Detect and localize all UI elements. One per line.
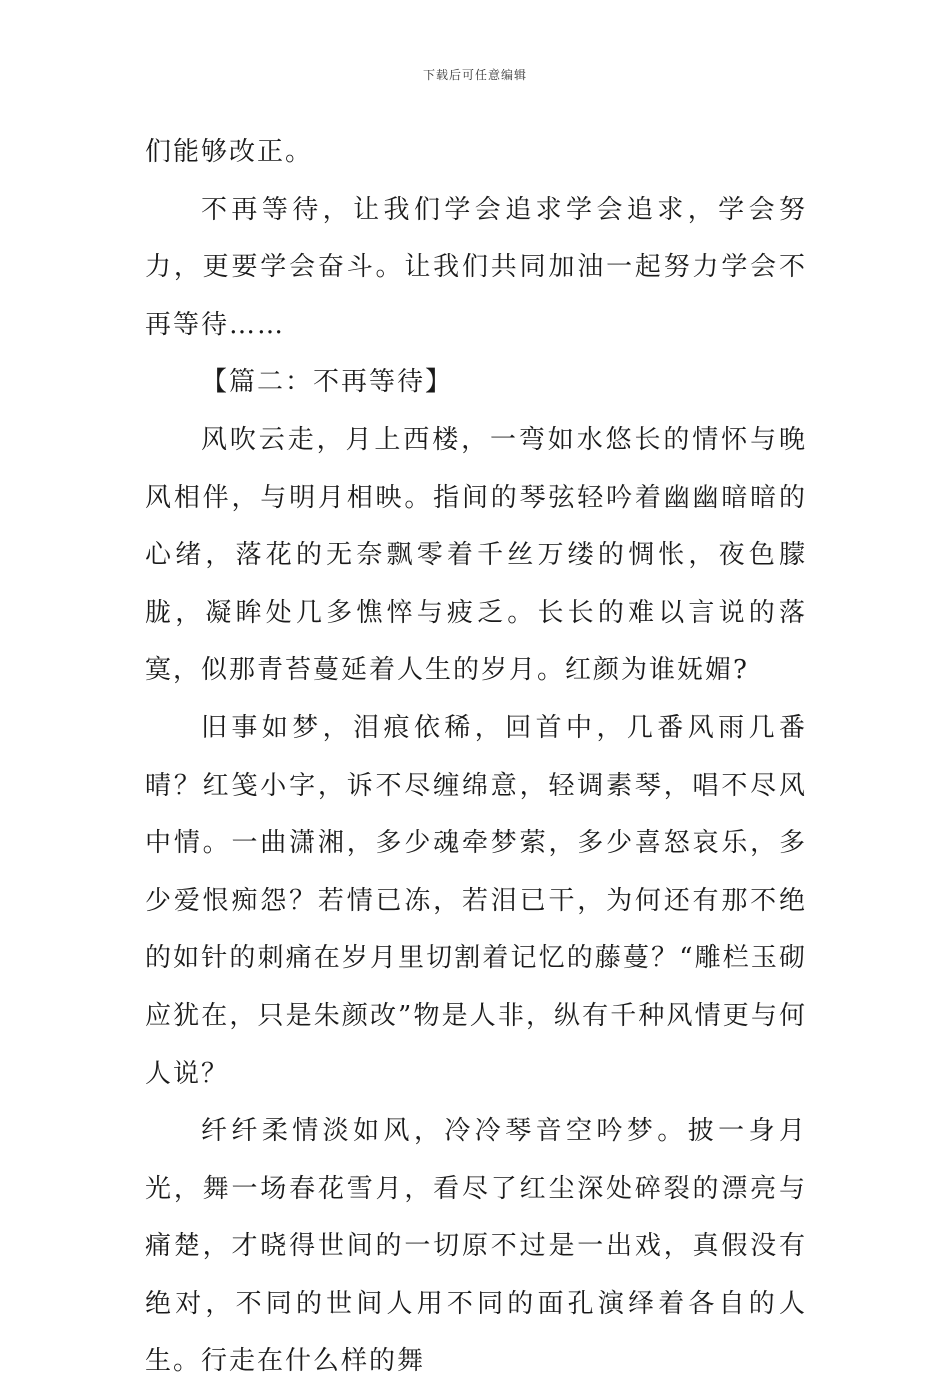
section-heading: 【篇二：不再等待】 bbox=[201, 367, 454, 398]
paragraph: 纤纤柔情淡如风，冷冷琴音空吟梦。披一身月光，舞一场春花雪月，看尽了红尘深处碎裂的漂亮与痛楚，才晓得世间的一切原不过是一出戏，真假没有绝对，不同的世间人用不同的面孔演绎着各自的人生。行走在什么样的舞 bbox=[145, 1116, 807, 1377]
paragraph-continuation: 们能够改正。 bbox=[145, 137, 314, 167]
document-body bbox=[145, 124, 807, 1391]
paragraph: 风吹云走，月上西楼，一弯如水悠长的情怀与晚风相伴，与明月相映。指间的琴弦轻吟着幽幽暗暗的心绪，落花的无奈飘零着千丝万缕的惆怅，夜色朦胧，凝眸处几多憔悴与疲乏。长长的难以言说的落寞，似那青苔蔓延着人生的岁月。红颜为谁妩媚? bbox=[145, 424, 807, 686]
page-header: 下载后可任意编辑 bbox=[422, 68, 527, 82]
paragraph: 旧事如梦，泪痕依稀，回首中，几番风雨几番晴？红笺小字，诉不尽缠绵意，轻调素琴，唱不尽风中情。一曲潇湘，多少魂牵梦萦，多少喜怒哀乐，多少爱恨痴怨？若情已冻，若泪已干，为何还有那不绝的如针的刺痛在岁月里切割着记忆的藤蔓？“雕栏玉砌应犹在，只是朱颜改”物是人非，纵有千种风情更与何人说？ bbox=[145, 712, 807, 1089]
paragraph-conclusion: 不再等待，让我们学会追求学会追求，学会努力，更要学会奋斗。让我们共同加油一起努力学会不再等待…… bbox=[145, 194, 807, 340]
